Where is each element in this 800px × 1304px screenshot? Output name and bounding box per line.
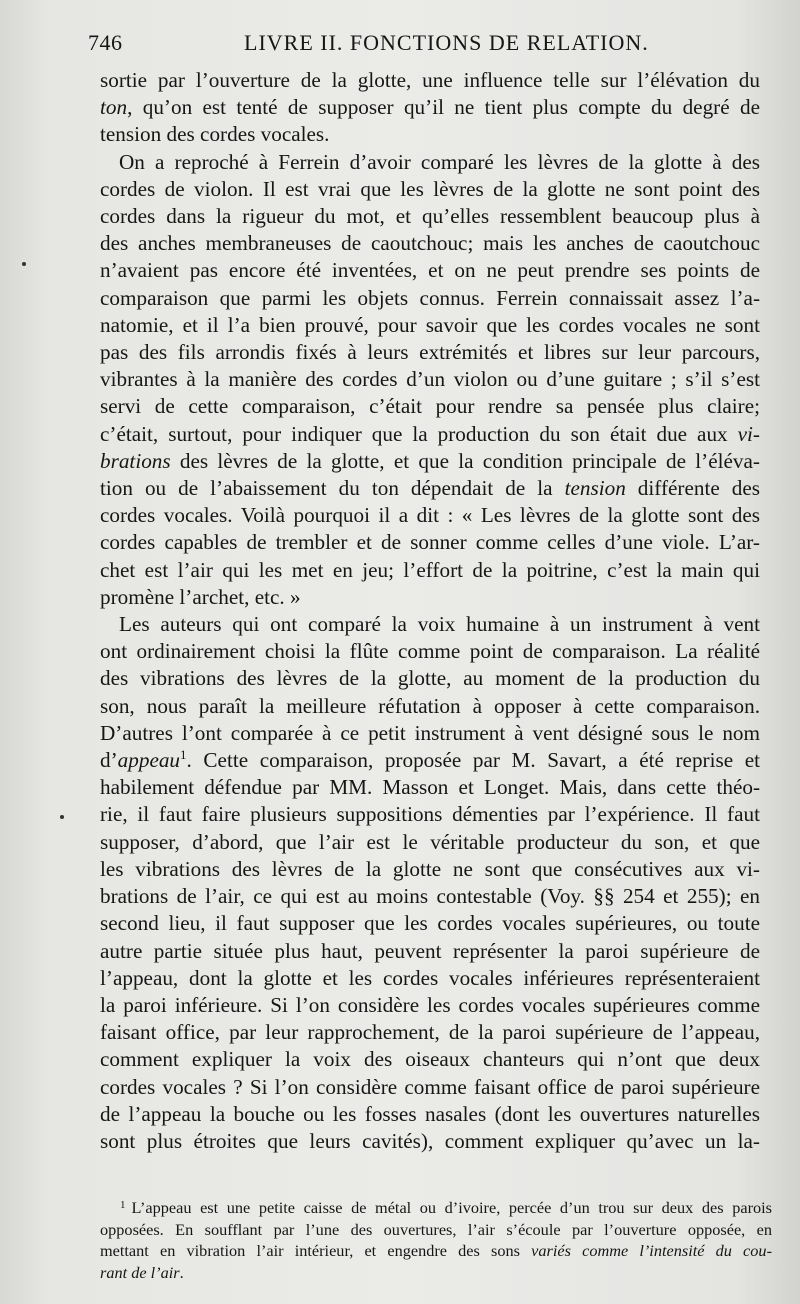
paragraph bbox=[100, 611, 760, 1155]
text-run: pas des fils arrondis fixés à leurs extrémités et libres sur leur parcours, bbox=[100, 340, 760, 365]
text-run: différente des bbox=[625, 476, 761, 501]
text-line bbox=[100, 94, 760, 121]
text-run: D’autres l’ont comparée à ce petit instrument à vent désigné sous le nom bbox=[100, 720, 760, 745]
italic-text: vi- bbox=[737, 421, 760, 446]
text-line bbox=[100, 502, 760, 529]
text-run: vibrantes à la manière des cordes d’un violon ou d’une guitare ; s’il s’est bbox=[100, 367, 760, 392]
text-line bbox=[100, 1019, 760, 1046]
text-run: promène l’archet, etc. » bbox=[100, 584, 301, 609]
text-run: opposées. En soufflant par l’une des ouvertures, l’air s’écoule par l’ouverture opposée, en bbox=[100, 1219, 772, 1239]
text-run: la paroi inférieure. Si l’on considère les cordes vocales supérieures comme bbox=[100, 992, 760, 1017]
text-line bbox=[100, 257, 760, 284]
text-run: Les auteurs qui ont comparé la voix humaine à un instrument à vent bbox=[119, 612, 760, 637]
text-run: comment expliquer la voix des oiseaux chanteurs qui n’ont que deux bbox=[100, 1047, 760, 1072]
text-run: servi de cette comparaison, c’était pour rendre sa pensée plus claire; bbox=[100, 394, 760, 419]
paragraph bbox=[100, 149, 760, 611]
text-run: cordes dans la rigueur du mot, et qu’elles ressemblent beaucoup plus à bbox=[100, 204, 760, 229]
text-run: , qu’on est tenté de supposer qu’il ne tient plus compte du degré de bbox=[127, 95, 760, 120]
text-line bbox=[100, 1262, 772, 1284]
text-line bbox=[100, 1074, 760, 1101]
margin-speck bbox=[60, 815, 64, 819]
text-line bbox=[100, 774, 760, 801]
text-run: tension des cordes vocales. bbox=[100, 122, 330, 147]
text-run: ont ordinairement choisi la flûte comme point de comparaison. La réalité bbox=[100, 639, 760, 664]
text-line bbox=[100, 285, 760, 312]
italic-text: brations bbox=[100, 448, 171, 473]
text-run: second lieu, il faut supposer que les cordes vocales supérieures, ou toute bbox=[100, 911, 760, 936]
text-run: mettant en vibration l’air intérieur, et engendre des sons bbox=[100, 1241, 532, 1260]
italic-text: appeau bbox=[117, 748, 181, 773]
text-run: natomie, et il l’a bien prouvé, pour savoir que les cordes vocales ne sont bbox=[100, 312, 760, 337]
text-run: . Cette comparaison, proposée par M. Savart, a été reprise et bbox=[186, 748, 760, 773]
text-line bbox=[100, 149, 760, 176]
text-line bbox=[100, 67, 760, 94]
text-run: cordes capables de trembler et de sonner comme celles d’une viole. L’ar- bbox=[100, 530, 760, 555]
text-line bbox=[100, 393, 760, 420]
text-run: habilement défendue par MM. Masson et Longet. Mais, dans cette théo- bbox=[100, 775, 760, 800]
text-run: son, nous paraît la meilleure réfutation à opposer à cette comparaison. bbox=[100, 693, 760, 718]
text-line bbox=[100, 176, 760, 203]
text-run: cordes vocales ? Si l’on considère comme faisant office de paroi supérieure bbox=[100, 1074, 760, 1099]
text-run: autre partie située plus haut, peuvent représenter la paroi supérieure de bbox=[100, 938, 760, 963]
text-line bbox=[100, 366, 760, 393]
running-header bbox=[88, 30, 750, 62]
text-line bbox=[100, 638, 760, 665]
body-text bbox=[100, 67, 760, 1155]
text-line bbox=[100, 829, 760, 856]
text-run: cordes de violon. Il est vrai que les lèvres de la glotte ne sont point des bbox=[100, 176, 760, 201]
text-line bbox=[100, 203, 760, 230]
text-line bbox=[100, 230, 760, 257]
text-line bbox=[100, 529, 760, 556]
text-line bbox=[100, 992, 760, 1019]
text-run: c’était, surtout, pour indiquer que la production du son était due aux bbox=[100, 421, 738, 446]
text-run: l’appeau, dont la glotte et les cordes vocales inférieures représenteraient bbox=[100, 965, 760, 990]
page-number: 746 bbox=[88, 30, 123, 55]
text-line bbox=[100, 801, 760, 828]
margin-speck bbox=[22, 262, 26, 266]
text-line bbox=[100, 693, 760, 720]
text-line bbox=[100, 1128, 760, 1155]
text-run: des anches membraneuses de caoutchouc; mais les anches de caoutchouc bbox=[100, 231, 760, 256]
text-run: des vibrations des lèvres de la glotte, au moment de la production du bbox=[100, 666, 760, 691]
footnote bbox=[100, 1195, 772, 1283]
text-line bbox=[100, 421, 760, 448]
text-line bbox=[100, 557, 760, 584]
italic-text: variés comme l’intensité du cou- bbox=[531, 1241, 772, 1260]
text-line bbox=[100, 611, 760, 638]
text-run: sont plus étroites que leurs cavités), comment expliquer qu’avec un la- bbox=[100, 1128, 760, 1153]
running-title: LIVRE II. FONCTIONS DE RELATION. bbox=[244, 30, 649, 55]
text-line bbox=[100, 121, 760, 148]
italic-text: ton bbox=[100, 95, 128, 120]
text-line bbox=[100, 1195, 772, 1219]
text-run: de l’appeau la bouche ou les fosses nasales (dont les ouvertures naturelles bbox=[100, 1101, 760, 1126]
text-run: . bbox=[179, 1262, 184, 1282]
text-line bbox=[100, 339, 760, 366]
text-line bbox=[100, 312, 760, 339]
text-run: chet est l’air qui les met en jeu; l’effort de la poitrine, c’est la main qui bbox=[100, 557, 760, 582]
paragraph bbox=[100, 67, 760, 149]
text-run: rie, il faut faire plusieurs suppositions démenties par l’expérience. Il faut bbox=[100, 802, 760, 827]
text-line bbox=[100, 910, 760, 937]
text-run: des lèvres de la glotte, et que la condition principale de l’éléva- bbox=[170, 448, 760, 473]
text-line bbox=[100, 475, 760, 502]
text-line bbox=[100, 1240, 772, 1262]
text-run: n’avaient pas encore été inventées, et on ne peut prendre ses points de bbox=[100, 258, 760, 283]
text-line bbox=[100, 965, 760, 992]
text-run: brations de l’air, ce qui est au moins contestable (Voy. §§ 254 et 255); en bbox=[100, 884, 760, 909]
italic-text: tension bbox=[564, 476, 626, 501]
text-run: cordes vocales. Voilà pourquoi il a dit : « Les lèvres de la glotte sont des bbox=[100, 503, 760, 528]
text-line bbox=[100, 665, 760, 692]
text-line bbox=[100, 883, 760, 910]
text-run: tion ou de l’abaissement du ton dépendait de la bbox=[100, 476, 565, 501]
text-line bbox=[100, 856, 760, 883]
footnote-number: 1 bbox=[120, 1199, 126, 1211]
text-line bbox=[100, 1046, 760, 1073]
text-line bbox=[100, 720, 760, 747]
footnote-reference: 1 bbox=[180, 747, 187, 763]
text-line bbox=[100, 1101, 760, 1128]
text-line bbox=[100, 938, 760, 965]
text-run: sortie par l’ouverture de la glotte, une influence telle sur l’élévation du bbox=[100, 68, 760, 92]
text-line bbox=[100, 584, 760, 611]
text-run: faisant office, par leur rapprochement, de la paroi supérieure de l’appeau, bbox=[100, 1020, 760, 1045]
text-line bbox=[100, 448, 760, 475]
text-run: On a reproché à Ferrein d’avoir comparé les lèvres de la glotte à des bbox=[119, 149, 760, 174]
text-run: d’ bbox=[100, 748, 118, 773]
text-line bbox=[100, 1219, 772, 1241]
text-run: les vibrations des lèvres de la glotte ne sont que consécutives aux vi- bbox=[100, 856, 760, 881]
text-run: comparaison que parmi les objets connus. Ferrein connaissait assez l’a- bbox=[100, 285, 760, 310]
text-run: supposer, d’abord, que l’air est le véritable producteur du son, et que bbox=[100, 829, 760, 854]
text-run: L’appeau est une petite caisse de métal ou d’ivoire, percée d’un trou sur deux des parois bbox=[131, 1198, 772, 1217]
text-line bbox=[100, 747, 760, 774]
italic-text: rant de l’air bbox=[100, 1262, 180, 1282]
